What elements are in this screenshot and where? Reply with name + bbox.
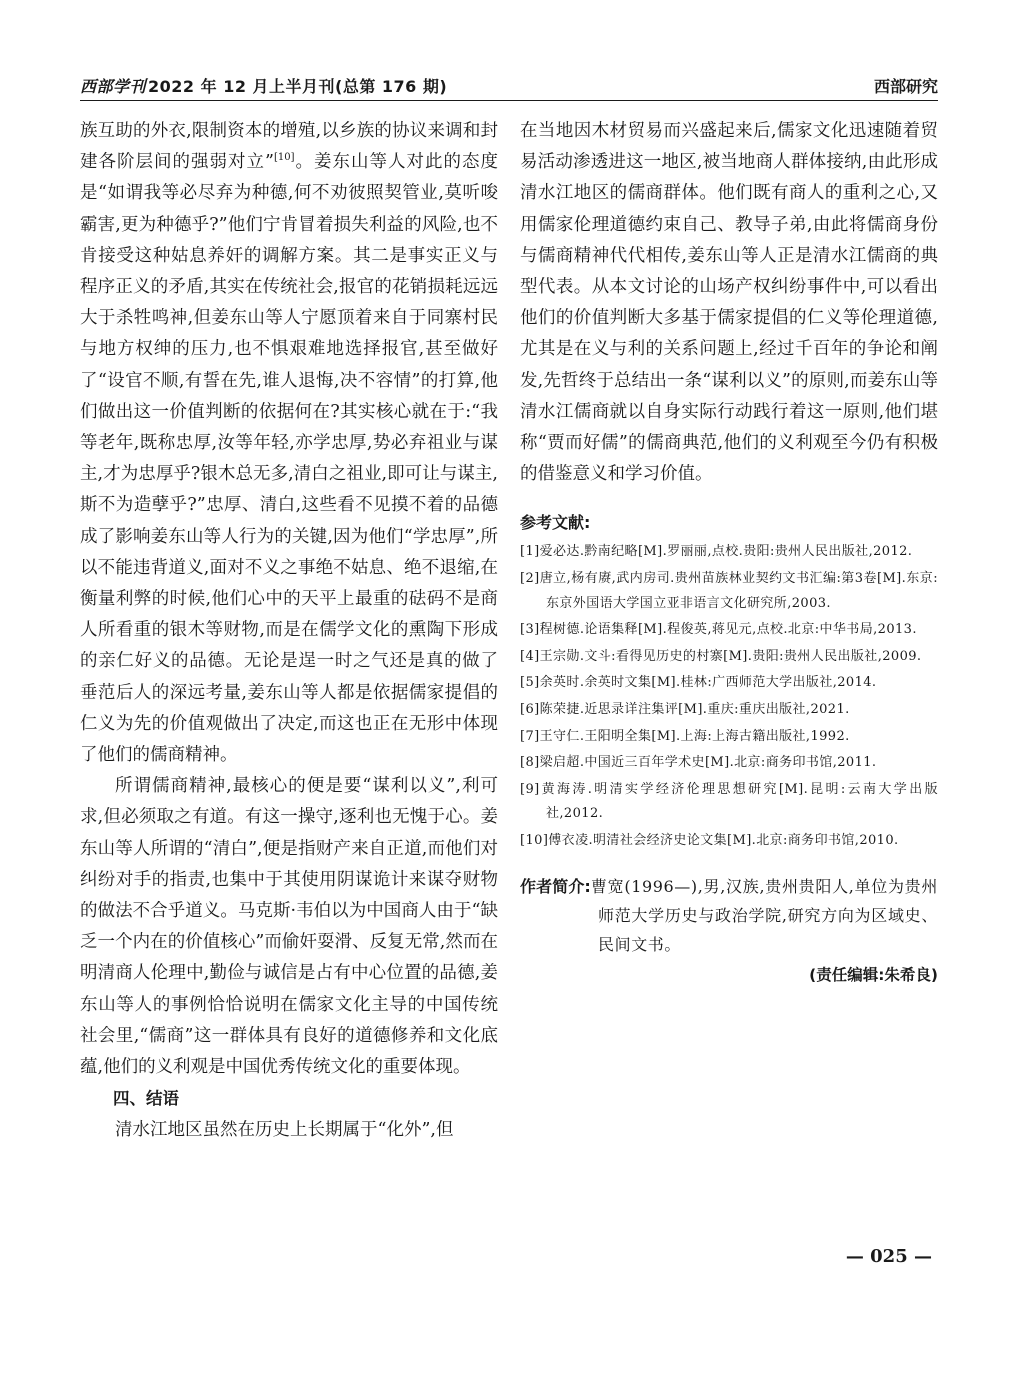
- section-heading: 四、结语: [113, 1089, 179, 1109]
- reference-item: [9]黄海涛.明清实学经济伦理思想研究[M].昆明:云南大学出版社,2012.: [520, 781, 938, 822]
- author-label: 作者简介:: [520, 876, 591, 896]
- issue-info: 2022 年 12 月上半月刊(总第 176 期): [148, 77, 448, 96]
- paragraph: 清水江地区虽然在历史上长期属于“化外”,但: [115, 1119, 454, 1140]
- citation-ref: [10]: [273, 152, 295, 164]
- reference-item: [8]梁启超.中国近三百年学术史[M].北京:商务印书馆,2011.: [520, 755, 877, 771]
- page-number: — 025 —: [845, 1246, 932, 1267]
- reference-item: [7]王守仁.王阳明全集[M].上海:上海古籍出版社,1992.: [520, 728, 850, 744]
- references-title: 参考文献:: [520, 513, 591, 533]
- paragraph: 在当地因木材贸易而兴盛起来后,儒家文化迅速随着贸易活动渗透进这一地区,被当地商人群体接纳,由此形成清水江地区的儒商群体。他们既有商人的重利之心,又用儒家伦理道德约束自己、教导子弟,由此将儒商身份与儒商精神代代相传,姜东山等人正是清水江儒商的典型代表。从本文讨论的山场产权纠纷事件中,可以看出他们的价值判断大多基于儒家提倡的仁义等伦理道德,尤其是在义与利的关系问题上,经过千百年的争论和阐发,先哲终于总结出一条“谋利以义”的原则,而姜东山等清水江儒商就以自身实际行动践行着这一原则,他们堪称“贾而好儒”的儒商典范,他们的义利观至今仍有积极的借鉴意义和学习价值。: [520, 121, 938, 485]
- header-left: [80, 74, 447, 97]
- reference-item: [2]唐立,杨有赓,武内房司.贵州苗族林业契约文书汇编:第3卷[M].东京:东京外国语大学国立亚非语言文化研究所,2003.: [520, 571, 938, 611]
- reference-item: [5]余英时.余英时文集[M].桂林:广西师范大学出版社,2014.: [520, 675, 877, 691]
- author-bio: [520, 872, 938, 959]
- reference-item: [6]陈荣捷.近思录详注集评[M].重庆:重庆出版社,2021.: [520, 702, 850, 717]
- right-column: [520, 116, 938, 989]
- journal-logo: 西部学刊: [80, 77, 147, 96]
- reference-item: [3]程树德.论语集释[M].程俊英,蒋见元,点校.北京:中华书局,2013.: [520, 622, 917, 638]
- reference-item: [10]傅衣凌.明清社会经济史论文集[M].北京:商务印书馆,2010.: [520, 832, 899, 848]
- running-header: [80, 72, 938, 100]
- reference-item: [1]爱必达.黔南纪略[M].罗丽丽,点校.贵阳:贵州人民出版社,2012.: [520, 544, 913, 560]
- left-column: [80, 116, 498, 1146]
- paragraph-text: 。姜东山等人对此的态度是“如谓我等必尽弃为种德,何不劝彼照契管业,莫听唆霸害,更为种德乎?”他们宁肯冒着损失利益的风险,也不肯接受这种姑息养奸的调解方案。其二是事实正义与程序正义的矛盾,其实在传统社会,报官的花销损耗远远大于杀牲鸣神,但姜东山等人宁愿顶着来自于同寨村民与地方权绅的压力,也不惧艰难地选择报官,甚至做好了“设官不顺,有誓在先,谁人退悔,决不容情”的打算,他们做出这一价值判断的依据何在?其实核心就在于:“我等老年,既称忠厚,汝等年轻,亦学忠厚,势必弃祖业与谋主,才为忠厚乎?银木总无多,清白之祖业,即可让与谋主,斯不为造孽乎?”忠厚、清白,这些看不见摸不着的品德成了影响姜东山等人行为的关键,因为他们“学忠厚”,所以不能违背道义,面对不义之事绝不姑息、绝不退缩,在衡量利弊的时候,他们心中的天平上最重的砝码不是商人所看重的银木等财物,而是在儒学文化的熏陶下形成的亲仁好义的品德。无论是逞一时之气还是真的做了垂范后人的深远考量,姜东山等人都是依据儒家提倡的仁义为先的价值观做出了决定,而这也正在无形中体现了他们的儒商精神。: [80, 152, 498, 766]
- paragraph-text: 族互助的外衣,限制资本的增殖,以乡族的协议来调和封建各阶层间的强弱对立”: [80, 121, 498, 173]
- section-name: 西部研究: [873, 77, 938, 96]
- reference-list: [520, 540, 938, 853]
- paragraph: [80, 116, 498, 771]
- paragraph: 所谓儒商精神,最核心的便是要“谋利以义”,利可求,但必须取之有道。有这一操守,逐利也无愧于心。姜东山等人所谓的“清白”,便是指财产来自正道,而他们对纠纷对手的指责,也集中于其使用阴谋诡计来谋夺财物的做法不合乎道义。马克斯·韦伯以为中国商人由于“缺乏一个内在的价值核心”而偷奸耍滑、反复无常,然而在明清商人伦理中,勤俭与诚信是占有中心位置的品德,姜东山等人的事例恰恰说明在儒家文化主导的中国传统社会里,“儒商”这一群体具有良好的道德修养和文化底蕴,他们的义利观是中国优秀传统文化的重要体现。: [80, 776, 498, 1078]
- reference-item: [4]王宗勋.文斗:看得见历史的村寨[M].贵阳:贵州人民出版社,2009.: [520, 648, 922, 664]
- author-text: 曹宽(1996—),男,汉族,贵州贵阳人,单位为贵州师范大学历史与政治学院,研究方向为区域史、民间文书。: [590, 876, 938, 954]
- editor-credit: (责任编辑:朱希良): [809, 965, 938, 984]
- header-rule: [80, 100, 938, 101]
